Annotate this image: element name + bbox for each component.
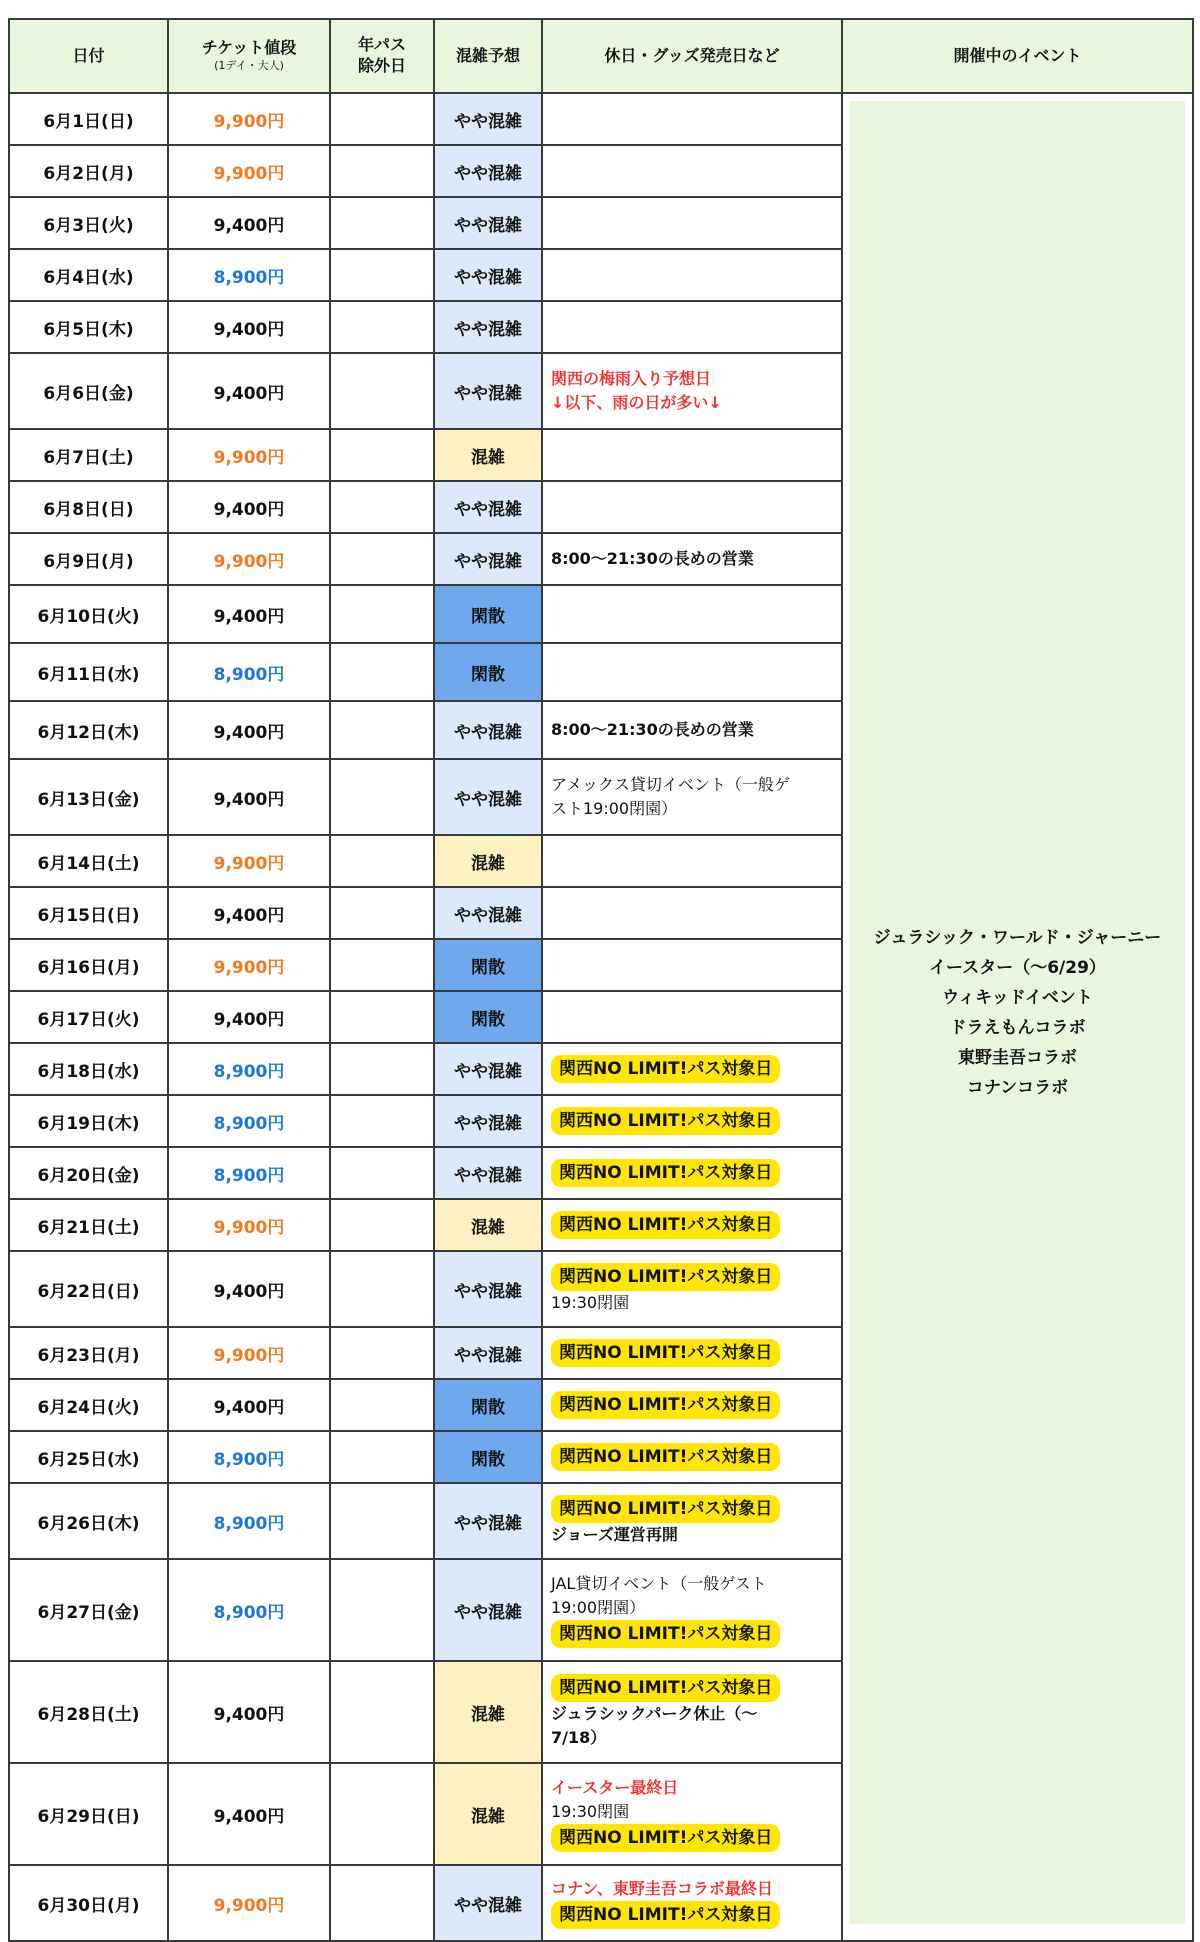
note-line (551, 1800, 833, 1824)
price-cell: 9,900円 (168, 93, 330, 145)
date-cell: 6月4日(水) (9, 249, 168, 301)
annual-pass-cell (330, 1431, 434, 1483)
annual-pass-cell (330, 249, 434, 301)
date-cell: 6月15日(日) (9, 887, 168, 939)
notes-cell (542, 835, 842, 887)
note-line (551, 1877, 833, 1901)
notes-cell (542, 759, 842, 835)
header-price (168, 19, 330, 93)
header-date (9, 19, 168, 93)
annual-pass-cell (330, 1379, 434, 1431)
no-limit-pass-badge: 関西NO LIMIT!パス対象日 (551, 1391, 780, 1419)
date-cell: 6月25日(水) (9, 1431, 168, 1483)
header-crowd-label: 混雑予想 (455, 45, 520, 65)
date-cell: 6月6日(金) (9, 353, 168, 429)
notes-cell (542, 481, 842, 533)
note-line (551, 1726, 833, 1750)
notes-cell (542, 1095, 842, 1147)
price-cell: 9,400円 (168, 481, 330, 533)
date-cell: 6月26日(木) (9, 1483, 168, 1559)
header-annual-pass-line1: 年パス (357, 35, 406, 55)
header-notes (542, 19, 842, 93)
note-highlight: イースター最終日 (551, 1778, 679, 1797)
price-cell: 8,900円 (168, 1559, 330, 1661)
price-cell: 9,400円 (168, 585, 330, 643)
price-cell: 9,900円 (168, 1199, 330, 1251)
header-row (9, 19, 1193, 93)
price-cell: 8,900円 (168, 1095, 330, 1147)
crowd-cell: やや混雑 (434, 93, 542, 145)
note-line (551, 1391, 833, 1419)
date-cell: 6月21日(土) (9, 1199, 168, 1251)
event-item: ジュラシック・ワールド・ジャーニー (873, 927, 1162, 948)
price-cell: 8,900円 (168, 1043, 330, 1095)
note-text: 19:30閉園 (551, 1293, 630, 1312)
date-cell: 6月14日(土) (9, 835, 168, 887)
price-cell: 9,900円 (168, 533, 330, 585)
price-cell: 8,900円 (168, 1431, 330, 1483)
crowd-cell: 閑散 (434, 1431, 542, 1483)
no-limit-pass-badge: 関西NO LIMIT!パス対象日 (551, 1107, 780, 1135)
annual-pass-cell (330, 93, 434, 145)
crowd-cell: 混雑 (434, 1199, 542, 1251)
notes-cell (542, 145, 842, 197)
no-limit-pass-badge: 関西NO LIMIT!パス対象日 (551, 1443, 780, 1471)
annual-pass-cell (330, 1095, 434, 1147)
note-line (551, 1572, 833, 1596)
header-price-sub: (1デイ・大人) (214, 59, 284, 73)
date-cell: 6月3日(火) (9, 197, 168, 249)
date-cell: 6月11日(水) (9, 643, 168, 701)
date-cell: 6月17日(火) (9, 991, 168, 1043)
crowd-cell: 混雑 (434, 835, 542, 887)
crowd-cell: やや混雑 (434, 1559, 542, 1661)
date-cell: 6月29日(日) (9, 1763, 168, 1865)
crowd-cell: やや混雑 (434, 1327, 542, 1379)
price-cell: 9,400円 (168, 701, 330, 759)
date-cell: 6月19日(木) (9, 1095, 168, 1147)
price-cell: 9,900円 (168, 939, 330, 991)
price-cell: 9,900円 (168, 145, 330, 197)
crowd-cell: やや混雑 (434, 759, 542, 835)
header-annual-pass (330, 19, 434, 93)
notes-cell (542, 585, 842, 643)
note-highlight: 関西の梅雨入り予想日 (551, 369, 712, 388)
header-notes-label: 休日・グッズ発売日など (604, 45, 780, 65)
price-cell: 9,400円 (168, 1661, 330, 1763)
annual-pass-cell (330, 1483, 434, 1559)
crowd-cell: やや混雑 (434, 1483, 542, 1559)
header-events (842, 19, 1193, 93)
note-text: 19:30閉園 (551, 1802, 630, 1821)
note-line (551, 773, 833, 797)
notes-cell (542, 301, 842, 353)
date-cell: 6月22日(日) (9, 1251, 168, 1327)
notes-cell (542, 1147, 842, 1199)
note-line (551, 1824, 833, 1852)
crowd-calendar-table (8, 18, 1194, 1942)
date-cell: 6月27日(金) (9, 1559, 168, 1661)
crowd-cell: やや混雑 (434, 301, 542, 353)
note-text: 19:00閉園） (551, 1598, 646, 1617)
note-line (551, 1443, 833, 1471)
event-item: コナンコラボ (966, 1077, 1069, 1098)
annual-pass-cell (330, 1199, 434, 1251)
notes-cell (542, 1379, 842, 1431)
note-text: ジュラシックパーク休止（〜 (551, 1704, 758, 1723)
table-row (9, 93, 1193, 145)
note-line (551, 1620, 833, 1648)
notes-cell (542, 249, 842, 301)
note-line (551, 1159, 833, 1187)
price-cell: 8,900円 (168, 1147, 330, 1199)
note-line (551, 1901, 833, 1929)
crowd-cell: 閑散 (434, 643, 542, 701)
no-limit-pass-badge: 関西NO LIMIT!パス対象日 (551, 1211, 780, 1239)
crowd-cell: 閑散 (434, 585, 542, 643)
notes-cell (542, 533, 842, 585)
note-line (551, 547, 833, 571)
annual-pass-cell (330, 353, 434, 429)
crowd-cell: やや混雑 (434, 197, 542, 249)
date-cell: 6月2日(月) (9, 145, 168, 197)
annual-pass-cell (330, 991, 434, 1043)
no-limit-pass-badge: 関西NO LIMIT!パス対象日 (551, 1339, 780, 1367)
crowd-cell: 閑散 (434, 991, 542, 1043)
no-limit-pass-badge: 関西NO LIMIT!パス対象日 (551, 1620, 780, 1648)
header-annual-pass-line2: 除外日 (357, 56, 406, 75)
notes-cell (542, 1043, 842, 1095)
date-cell: 6月13日(金) (9, 759, 168, 835)
no-limit-pass-badge: 関西NO LIMIT!パス対象日 (551, 1495, 780, 1523)
crowd-cell: 閑散 (434, 939, 542, 991)
date-cell: 6月28日(土) (9, 1661, 168, 1763)
annual-pass-cell (330, 1763, 434, 1865)
date-cell: 6月16日(月) (9, 939, 168, 991)
crowd-cell: やや混雑 (434, 887, 542, 939)
notes-cell (542, 701, 842, 759)
crowd-cell: やや混雑 (434, 1251, 542, 1327)
header-date-label: 日付 (72, 45, 105, 65)
note-line (551, 1596, 833, 1620)
notes-cell (542, 1483, 842, 1559)
note-line (551, 1107, 833, 1135)
note-line (551, 797, 833, 821)
date-cell: 6月9日(月) (9, 533, 168, 585)
price-cell: 9,400円 (168, 1379, 330, 1431)
events-list (850, 101, 1185, 1924)
note-line (551, 1211, 833, 1239)
note-line (551, 367, 833, 391)
header-events-label: 開催中のイベント (953, 45, 1082, 65)
annual-pass-cell (330, 197, 434, 249)
annual-pass-cell (330, 481, 434, 533)
price-cell: 9,400円 (168, 991, 330, 1043)
crowd-cell: 混雑 (434, 1661, 542, 1763)
crowd-cell: やや混雑 (434, 1147, 542, 1199)
notes-cell (542, 429, 842, 481)
note-highlight: コナン、東野圭吾コラボ最終日 (551, 1879, 773, 1898)
annual-pass-cell (330, 1559, 434, 1661)
annual-pass-cell (330, 301, 434, 353)
no-limit-pass-badge: 関西NO LIMIT!パス対象日 (551, 1901, 780, 1929)
annual-pass-cell (330, 1043, 434, 1095)
note-line (551, 1776, 833, 1800)
note-line (551, 1702, 833, 1726)
price-cell: 9,400円 (168, 1763, 330, 1865)
note-line (551, 718, 833, 742)
annual-pass-cell (330, 1865, 434, 1941)
header-crowd (434, 19, 542, 93)
no-limit-pass-badge: 関西NO LIMIT!パス対象日 (551, 1824, 780, 1852)
note-highlight: ↓以下、雨の日が多い↓ (551, 393, 722, 412)
note-line (551, 1523, 833, 1547)
crowd-cell: やや混雑 (434, 145, 542, 197)
note-line (551, 1495, 833, 1523)
note-text: JAL貸切イベント（一般ゲスト (551, 1574, 767, 1593)
notes-cell (542, 939, 842, 991)
note-line (551, 1674, 833, 1702)
event-item: 東野圭吾コラボ (958, 1047, 1077, 1068)
annual-pass-cell (330, 759, 434, 835)
date-cell: 6月20日(金) (9, 1147, 168, 1199)
price-cell: 9,400円 (168, 759, 330, 835)
notes-cell (542, 353, 842, 429)
notes-cell (542, 1661, 842, 1763)
note-text: 8:00〜21:30の長めの営業 (551, 720, 754, 739)
date-cell: 6月23日(月) (9, 1327, 168, 1379)
notes-cell (542, 93, 842, 145)
event-item: ドラえもんコラボ (949, 1017, 1086, 1038)
notes-cell (542, 991, 842, 1043)
annual-pass-cell (330, 701, 434, 759)
notes-cell (542, 1199, 842, 1251)
note-line (551, 1055, 833, 1083)
notes-cell (542, 643, 842, 701)
events-cell (842, 93, 1193, 1941)
no-limit-pass-badge: 関西NO LIMIT!パス対象日 (551, 1055, 780, 1083)
annual-pass-cell (330, 887, 434, 939)
price-cell: 9,400円 (168, 887, 330, 939)
note-text: 8:00〜21:30の長めの営業 (551, 549, 754, 568)
annual-pass-cell (330, 1661, 434, 1763)
event-item: ウィキッドイベント (942, 987, 1093, 1008)
notes-cell (542, 1327, 842, 1379)
no-limit-pass-badge: 関西NO LIMIT!パス対象日 (551, 1159, 780, 1187)
notes-cell (542, 1251, 842, 1327)
annual-pass-cell (330, 1251, 434, 1327)
note-line (551, 1339, 833, 1367)
notes-cell (542, 1559, 842, 1661)
price-cell: 9,400円 (168, 1251, 330, 1327)
date-cell: 6月1日(日) (9, 93, 168, 145)
annual-pass-cell (330, 429, 434, 481)
price-cell: 8,900円 (168, 249, 330, 301)
date-cell: 6月24日(火) (9, 1379, 168, 1431)
no-limit-pass-badge: 関西NO LIMIT!パス対象日 (551, 1263, 780, 1291)
annual-pass-cell (330, 835, 434, 887)
price-cell: 9,400円 (168, 353, 330, 429)
note-text: アメックス貸切イベント（一般ゲ (551, 775, 790, 794)
crowd-cell: やや混雑 (434, 1095, 542, 1147)
annual-pass-cell (330, 1327, 434, 1379)
notes-cell (542, 887, 842, 939)
price-cell: 8,900円 (168, 1483, 330, 1559)
date-cell: 6月5日(木) (9, 301, 168, 353)
note-line (551, 1291, 833, 1315)
crowd-cell: やや混雑 (434, 481, 542, 533)
crowd-cell: 閑散 (434, 1379, 542, 1431)
note-text: ジョーズ運営再開 (551, 1525, 678, 1544)
notes-cell (542, 1431, 842, 1483)
price-cell: 9,400円 (168, 197, 330, 249)
annual-pass-cell (330, 533, 434, 585)
date-cell: 6月7日(土) (9, 429, 168, 481)
date-cell: 6月8日(日) (9, 481, 168, 533)
event-item: イースター（〜6/29） (929, 957, 1106, 978)
notes-cell (542, 1763, 842, 1865)
note-line (551, 391, 833, 415)
crowd-cell: やや混雑 (434, 533, 542, 585)
annual-pass-cell (330, 585, 434, 643)
price-cell: 9,400円 (168, 301, 330, 353)
note-line (551, 1263, 833, 1291)
crowd-cell: 混雑 (434, 429, 542, 481)
note-text: スト19:00閉園） (551, 799, 678, 818)
annual-pass-cell (330, 643, 434, 701)
date-cell: 6月10日(火) (9, 585, 168, 643)
header-price-label: チケット値段 (201, 38, 297, 58)
schedule-container (8, 18, 1194, 1942)
price-cell: 8,900円 (168, 643, 330, 701)
note-text: 7/18） (551, 1728, 607, 1747)
notes-cell (542, 1865, 842, 1941)
annual-pass-cell (330, 1147, 434, 1199)
annual-pass-cell (330, 939, 434, 991)
price-cell: 9,900円 (168, 429, 330, 481)
crowd-cell: やや混雑 (434, 701, 542, 759)
price-cell: 9,900円 (168, 1865, 330, 1941)
price-cell: 9,900円 (168, 835, 330, 887)
no-limit-pass-badge: 関西NO LIMIT!パス対象日 (551, 1674, 780, 1702)
price-cell: 9,900円 (168, 1327, 330, 1379)
crowd-cell: やや混雑 (434, 1043, 542, 1095)
notes-cell (542, 197, 842, 249)
table-body (9, 93, 1193, 1941)
crowd-cell: 混雑 (434, 1763, 542, 1865)
date-cell: 6月30日(月) (9, 1865, 168, 1941)
date-cell: 6月12日(木) (9, 701, 168, 759)
crowd-cell: やや混雑 (434, 1865, 542, 1941)
annual-pass-cell (330, 145, 434, 197)
date-cell: 6月18日(水) (9, 1043, 168, 1095)
crowd-cell: やや混雑 (434, 353, 542, 429)
crowd-cell: やや混雑 (434, 249, 542, 301)
